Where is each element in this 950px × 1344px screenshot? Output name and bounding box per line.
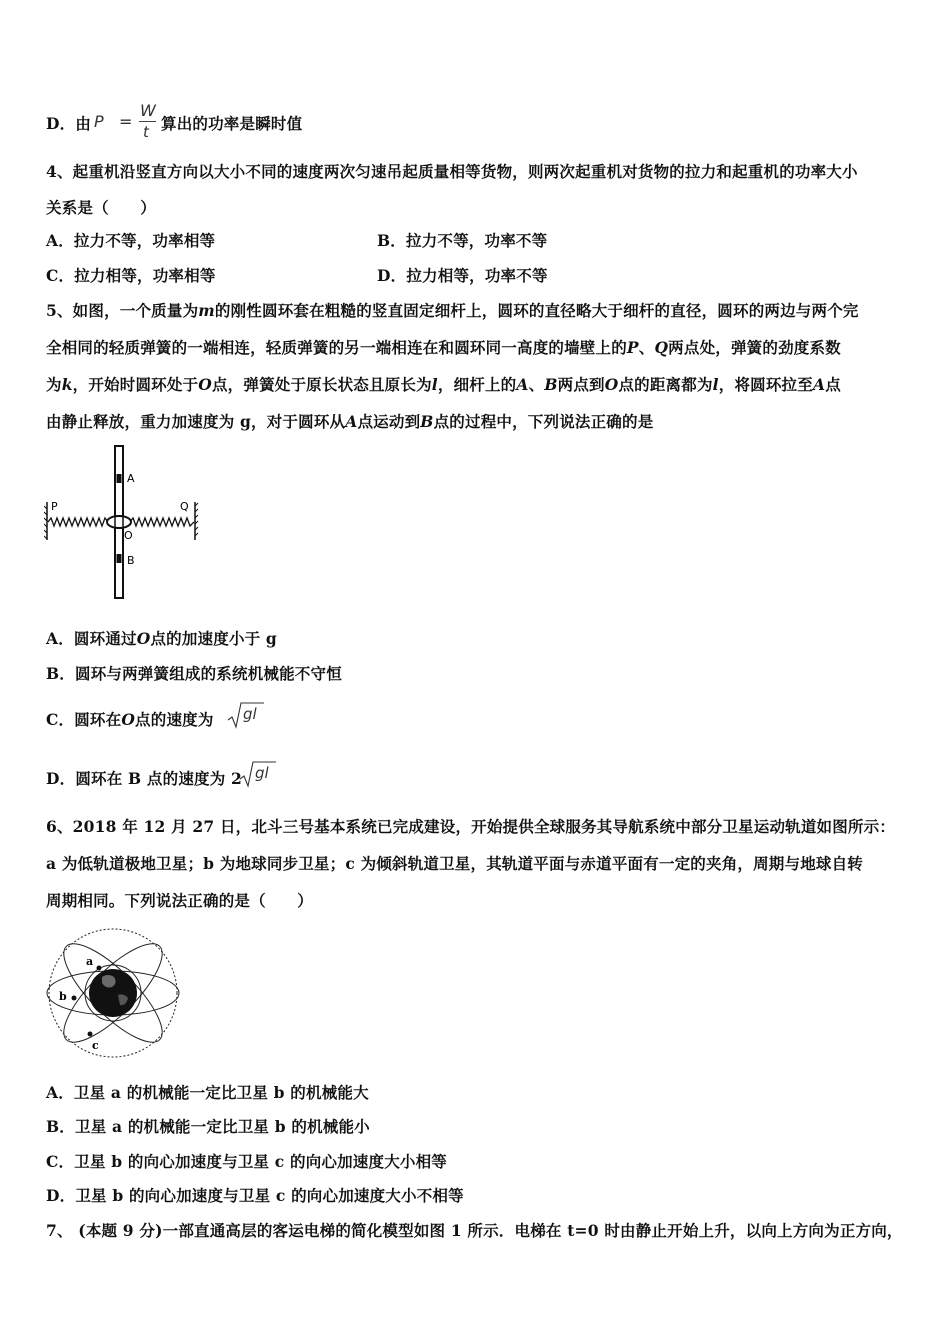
label-p: P [51,500,58,513]
var-m: m [198,301,215,320]
var-a: A [812,375,826,394]
var-p: P [626,338,639,357]
q6-option-c: C．卫星 b 的向心加速度与卫星 c 的向心加速度大小相等 [46,1152,447,1171]
q5-option-c [46,710,214,730]
label-b: b [59,990,67,1003]
var-l: l [712,375,719,394]
sqrt-arg-d: gl [255,764,269,782]
left-spring [48,518,108,526]
earth [89,969,137,1017]
var-l: l [431,375,438,394]
q6-option-d: D．卫星 b 的向心加速度与卫星 c 的向心加速度大小不相等 [46,1186,464,1205]
var-b: B [420,412,434,431]
q5-text: 为 [46,375,62,394]
right-spring [130,518,194,526]
ring [107,516,131,528]
q4-option-b: B．拉力不等，功率不等 [377,231,548,250]
satellite-orbit-figure [44,925,182,1060]
var-b: B [544,375,558,394]
q5-stem-line2 [46,338,841,358]
q5-text: 全相同的轻质弹簧的一端相连，轻质弹簧的另一端相连在和圆环同一高度的墙壁上的 [46,338,627,357]
q5-text: 点的加速度小于 g [150,629,277,648]
var-a: A [516,375,529,394]
var-o: O [136,629,151,648]
var-o: O [604,375,619,394]
q4-option-a: A．拉力不等，功率相等 [46,231,216,250]
satellite-c [88,1032,93,1037]
q5-text: 、 [638,338,655,357]
var-o: O [198,375,212,394]
var-o: O [121,710,136,729]
q3-option-d-prefix: D．由 [46,114,92,133]
satellite-a [97,966,102,971]
label-b: B [127,554,135,567]
point-b-marker [117,554,122,563]
q6-stem-line2: a 为低轨道极地卫星；b 为地球同步卫星；c 为倾斜轨道卫星，其轨道平面与赤道平面有一定的夹角，周期与地球自转 [46,854,864,873]
q5-text: 点的过程中，下列说法正确的是 [433,412,654,431]
sqrt-arg-c: gl [243,705,257,723]
q5-text: 点的速度为 [135,710,214,729]
q5-text: 、 [528,375,545,394]
label-a: a [86,955,94,968]
q5-text: ，将圆环拉至 [718,375,813,394]
q5-text: 两点处，弹簧的劲度系数 [668,338,841,357]
var-a: A [345,412,358,431]
q6-stem-line3: 周期相同。下列说法正确的是（ ） [46,891,313,910]
q3-option-d-suffix: 算出的功率是瞬时值 [161,114,303,133]
fraction-bar [139,121,156,122]
q4-stem-line2: 关系是（ ） [46,198,156,217]
q5-text: 点运动到 [357,412,421,431]
label-c: c [92,1039,99,1052]
label-a: A [127,472,135,485]
q5-stem-line3 [46,375,841,395]
q5-stem-line4 [46,412,653,432]
ring-spring-figure [44,444,200,600]
point-a-marker [117,474,122,483]
formula-w: W [140,101,156,120]
q5-text: 点 [825,375,841,394]
q7-stem-line1: 7、 (本题 9 分)一部直通高层的客运电梯的简化模型如图 1 所示．电梯在 t=0 时由静止开始上升，以向上方向为正方向， [46,1221,903,1240]
q5-option-d: D．圆环在 B 点的速度为 2 [46,769,243,788]
q5-text: ，开始时圆环处于 [72,375,199,394]
formula-p: P [94,112,104,131]
q5-text: 点的距离都为 [618,375,713,394]
q6-option-b: B．卫星 a 的机械能一定比卫星 b 的机械能小 [46,1117,370,1136]
q5-text: 点，弹簧处于原长状态且原长为 [211,375,432,394]
q4-option-d: D．拉力相等，功率不等 [377,266,548,285]
q5-text: A．圆环通过 [46,629,137,648]
q5-text: 由静止释放，重力加速度为 g，对于圆环从 [46,412,346,431]
q5-text: 两点到 [557,375,605,394]
label-q: Q [180,500,189,513]
formula-t: t [143,123,149,141]
q5-text: 5、如图，一个质量为 [46,301,199,320]
label-o: O [124,529,133,542]
var-k: k [61,375,73,394]
q3-option-d [46,114,91,134]
q5-text: C．圆环在 [46,710,122,729]
q4-option-c: C．拉力相等，功率相等 [46,266,216,285]
q5-option-a [46,629,277,649]
q6-option-a: A．卫星 a 的机械能一定比卫星 b 的机械能大 [46,1083,369,1102]
satellite-b [72,996,77,1001]
var-q: Q [654,338,669,357]
q5-text: ，细杆上的 [437,375,517,394]
q5-stem-line1 [46,301,859,321]
q5-option-b: B．圆环与两弹簧组成的系统机械能不守恒 [46,664,342,683]
formula-equals: = [119,112,133,131]
q4-stem-line1: 4、起重机沿竖直方向以大小不同的速度两次匀速吊起质量相等货物，则两次起重机对货物的拉力和起重机的功率大小 [46,162,858,181]
q6-stem-line1: 6、2018 年 12 月 27 日，北斗三号基本系统已完成建设，开始提供全球服务其导航系统中部分卫星运动轨道如图所示： [46,817,896,836]
q5-text: 的刚性圆环套在粗糙的竖直固定细杆上，圆环的直径略大于细杆的直径，圆环的两边与两个完 [214,301,859,320]
